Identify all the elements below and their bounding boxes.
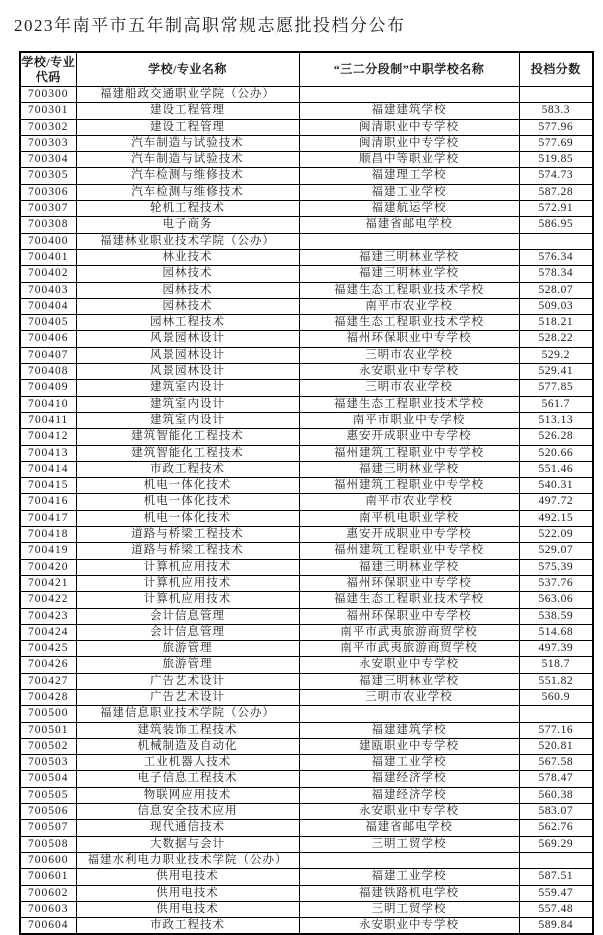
- cell-code: 700424: [20, 624, 76, 640]
- cell-school: 福建经济学校: [299, 787, 519, 803]
- cell-code: 700506: [20, 804, 76, 820]
- cell-code: 700406: [20, 331, 76, 347]
- table-row: [20, 755, 593, 771]
- cell-score: 569.29: [519, 836, 593, 852]
- cell-code: 700405: [20, 315, 76, 331]
- cell-school: 福建航运学校: [299, 201, 519, 217]
- table-row: [20, 804, 593, 820]
- table-row: [20, 412, 593, 428]
- cell-code: 700407: [20, 347, 76, 363]
- cell-name: 旅游管理: [76, 641, 299, 657]
- table-row: [20, 771, 593, 787]
- cell-code: 700400: [20, 233, 76, 249]
- table-row: [20, 592, 593, 608]
- cell-school: 福建三明林业学校: [299, 461, 519, 477]
- table-row: [20, 331, 593, 347]
- cell-score: 577.96: [519, 119, 593, 135]
- cell-school: [299, 706, 519, 722]
- table-row: [20, 852, 593, 868]
- cell-school: 福建生态工程职业技术学校: [299, 592, 519, 608]
- cell-name: 道路与桥梁工程技术: [76, 527, 299, 543]
- table-row: [20, 543, 593, 559]
- table-row: [20, 168, 593, 184]
- cell-score: 583.07: [519, 804, 593, 820]
- header-school: “三二分段制”中职学校名称: [299, 52, 519, 87]
- cell-school: 福建省邮电学校: [299, 820, 519, 836]
- table-row: [20, 347, 593, 363]
- cell-name: 信息安全技术应用: [76, 804, 299, 820]
- cell-score: 509.03: [519, 298, 593, 314]
- cell-code: 700421: [20, 575, 76, 591]
- cell-school: 南平市职业中专学校: [299, 412, 519, 428]
- cell-school: 福建三明林业学校: [299, 266, 519, 282]
- cell-score: 577.69: [519, 135, 593, 151]
- cell-school: 南平市武夷旅游商贸学校: [299, 641, 519, 657]
- cell-code: 700423: [20, 608, 76, 624]
- table-row: [20, 722, 593, 738]
- cell-school: 永安职业中专学校: [299, 364, 519, 380]
- cell-score: 551.82: [519, 673, 593, 689]
- cell-score: 560.38: [519, 787, 593, 803]
- cell-school: 福建铁路机电学校: [299, 885, 519, 901]
- cell-code: 700428: [20, 689, 76, 705]
- table-row: [20, 706, 593, 722]
- cell-name: 园林技术: [76, 298, 299, 314]
- cell-name: 供用电技术: [76, 869, 299, 885]
- table-row: [20, 673, 593, 689]
- cell-score: [519, 233, 593, 249]
- cell-code: 700500: [20, 706, 76, 722]
- cell-name: 福建林业职业技术学院（公办）: [76, 233, 299, 249]
- cell-name: 市政工程技术: [76, 461, 299, 477]
- cell-school: 福建建筑学校: [299, 103, 519, 119]
- table-row: [20, 315, 593, 331]
- cell-code: 700302: [20, 119, 76, 135]
- cell-school: 三明工贸学校: [299, 901, 519, 917]
- cell-name: 汽车制造与试验技术: [76, 135, 299, 151]
- cell-name: 计算机应用技术: [76, 559, 299, 575]
- cell-code: 700307: [20, 201, 76, 217]
- cell-score: 575.39: [519, 559, 593, 575]
- cell-name: 林业技术: [76, 249, 299, 265]
- cell-code: 700505: [20, 787, 76, 803]
- cell-school: 南平市农业学校: [299, 494, 519, 510]
- cell-name: 机电一体化技术: [76, 510, 299, 526]
- header-name: 学校/专业名称: [76, 52, 299, 87]
- cell-score: 520.66: [519, 445, 593, 461]
- cell-name: 建筑智能化工程技术: [76, 429, 299, 445]
- cell-school: 闽清职业中专学校: [299, 135, 519, 151]
- cell-code: 700504: [20, 771, 76, 787]
- cell-school: 永安职业中专学校: [299, 918, 519, 935]
- table-row: [20, 527, 593, 543]
- cell-code: 700503: [20, 755, 76, 771]
- cell-score: [519, 706, 593, 722]
- cell-score: 577.16: [519, 722, 593, 738]
- cell-name: 风景园林设计: [76, 331, 299, 347]
- cell-code: 700412: [20, 429, 76, 445]
- cell-name: 供用电技术: [76, 901, 299, 917]
- cell-school: 福建建筑学校: [299, 722, 519, 738]
- table-row: [20, 461, 593, 477]
- table-row: [20, 575, 593, 591]
- cell-name: 计算机应用技术: [76, 592, 299, 608]
- cell-code: 700427: [20, 673, 76, 689]
- cell-score: 492.15: [519, 510, 593, 526]
- table-row: [20, 494, 593, 510]
- cell-code: 700501: [20, 722, 76, 738]
- cell-score: 578.47: [519, 771, 593, 787]
- cell-score: 522.09: [519, 527, 593, 543]
- cell-school: 惠安开成职业中专学校: [299, 527, 519, 543]
- cell-code: 700402: [20, 266, 76, 282]
- cell-code: 700418: [20, 527, 76, 543]
- cell-score: 561.7: [519, 396, 593, 412]
- cell-score: 560.9: [519, 689, 593, 705]
- cell-school: 建瓯职业中专学校: [299, 738, 519, 754]
- cell-school: 福建经济学校: [299, 771, 519, 787]
- cell-code: 700420: [20, 559, 76, 575]
- cell-name: 建筑室内设计: [76, 412, 299, 428]
- cell-school: 顺昌中等职业学校: [299, 152, 519, 168]
- table-row: [20, 282, 593, 298]
- table-row: [20, 641, 593, 657]
- cell-score: [519, 852, 593, 868]
- cell-score: 559.47: [519, 885, 593, 901]
- cell-school: 福州建筑工程职业中专学校: [299, 478, 519, 494]
- cell-code: 700409: [20, 380, 76, 396]
- cell-code: 700508: [20, 836, 76, 852]
- table-row: [20, 901, 593, 917]
- table-row: [20, 249, 593, 265]
- cell-name: 福建信息职业技术学院（公办）: [76, 706, 299, 722]
- cell-code: 700603: [20, 901, 76, 917]
- cell-school: 福州环保职业中专学校: [299, 331, 519, 347]
- table-row: [20, 217, 593, 233]
- table-header: [20, 52, 593, 87]
- cell-school: 福建省邮电学校: [299, 217, 519, 233]
- cell-score: 538.59: [519, 608, 593, 624]
- cell-school: 福建工业学校: [299, 755, 519, 771]
- table-row: [20, 266, 593, 282]
- cell-code: 700422: [20, 592, 76, 608]
- table-row: [20, 152, 593, 168]
- cell-name: 大数据与会计: [76, 836, 299, 852]
- cell-school: [299, 852, 519, 868]
- cell-name: 建筑室内设计: [76, 396, 299, 412]
- cell-score: [519, 87, 593, 103]
- cell-school: 永安职业中专学校: [299, 804, 519, 820]
- cell-score: 518.7: [519, 657, 593, 673]
- cell-score: 518.21: [519, 315, 593, 331]
- cell-school: 福州建筑工程职业中专学校: [299, 543, 519, 559]
- cell-code: 700410: [20, 396, 76, 412]
- cell-score: 577.85: [519, 380, 593, 396]
- cell-name: 园林技术: [76, 266, 299, 282]
- cell-code: 700426: [20, 657, 76, 673]
- cell-name: 市政工程技术: [76, 918, 299, 935]
- cell-code: 700604: [20, 918, 76, 935]
- cell-code: 700417: [20, 510, 76, 526]
- cell-code: 700403: [20, 282, 76, 298]
- table-row: [20, 787, 593, 803]
- cell-name: 会计信息管理: [76, 608, 299, 624]
- cell-school: 福州建筑工程职业中专学校: [299, 445, 519, 461]
- table-row: [20, 624, 593, 640]
- cell-name: 建筑室内设计: [76, 380, 299, 396]
- cell-name: 福建水利电力职业技术学院（公办）: [76, 852, 299, 868]
- table-row: [20, 478, 593, 494]
- cell-school: 三明市农业学校: [299, 347, 519, 363]
- cell-school: 福建生态工程职业技术学校: [299, 315, 519, 331]
- table-body: [20, 87, 593, 935]
- table-row: [20, 380, 593, 396]
- table-row: [20, 918, 593, 935]
- cell-name: 建筑智能化工程技术: [76, 445, 299, 461]
- header-code-line1: 学校/专业: [21, 54, 76, 69]
- cell-name: 机电一体化技术: [76, 494, 299, 510]
- score-table: [19, 51, 594, 935]
- cell-name: 汽车检测与维修技术: [76, 168, 299, 184]
- cell-code: 700408: [20, 364, 76, 380]
- cell-school: [299, 87, 519, 103]
- table-row: [20, 119, 593, 135]
- table-row: [20, 184, 593, 200]
- table-row: [20, 233, 593, 249]
- cell-code: 700401: [20, 249, 76, 265]
- cell-code: 700308: [20, 217, 76, 233]
- cell-school: 福建三明林业学校: [299, 249, 519, 265]
- cell-name: 供用电技术: [76, 885, 299, 901]
- cell-school: 福建工业学校: [299, 184, 519, 200]
- cell-name: 建设工程管理: [76, 119, 299, 135]
- cell-score: 519.85: [519, 152, 593, 168]
- cell-name: 福建船政交通职业学院（公办）: [76, 87, 299, 103]
- cell-score: 529.2: [519, 347, 593, 363]
- table-row: [20, 510, 593, 526]
- header-score: 投档分数: [519, 52, 593, 87]
- cell-school: 永安职业中专学校: [299, 657, 519, 673]
- table-row: [20, 87, 593, 103]
- cell-school: 福建工业学校: [299, 869, 519, 885]
- cell-school: 福建三明林业学校: [299, 673, 519, 689]
- table-row: [20, 201, 593, 217]
- header-code-line2: 代码: [35, 69, 61, 84]
- table-row: [20, 608, 593, 624]
- cell-score: 537.76: [519, 575, 593, 591]
- table-row: [20, 885, 593, 901]
- cell-name: 道路与桥梁工程技术: [76, 543, 299, 559]
- table-row: [20, 559, 593, 575]
- cell-score: 562.76: [519, 820, 593, 836]
- cell-name: 旅游管理: [76, 657, 299, 673]
- cell-name: 轮机工程技术: [76, 201, 299, 217]
- cell-score: 513.13: [519, 412, 593, 428]
- cell-score: 567.58: [519, 755, 593, 771]
- cell-code: 700404: [20, 298, 76, 314]
- table-row: [20, 689, 593, 705]
- table-row: [20, 429, 593, 445]
- cell-name: 机械制造及自动化: [76, 738, 299, 754]
- table-row: [20, 820, 593, 836]
- cell-name: 汽车检测与维修技术: [76, 184, 299, 200]
- cell-name: 工业机器人技术: [76, 755, 299, 771]
- cell-name: 广告艺术设计: [76, 673, 299, 689]
- cell-score: 589.84: [519, 918, 593, 935]
- cell-name: 计算机应用技术: [76, 575, 299, 591]
- cell-name: 园林工程技术: [76, 315, 299, 331]
- cell-name: 广告艺术设计: [76, 689, 299, 705]
- cell-name: 机电一体化技术: [76, 478, 299, 494]
- cell-score: 528.22: [519, 331, 593, 347]
- cell-score: 540.31: [519, 478, 593, 494]
- cell-score: 578.34: [519, 266, 593, 282]
- cell-school: 福建生态工程职业技术学校: [299, 282, 519, 298]
- cell-code: 700306: [20, 184, 76, 200]
- cell-score: 526.28: [519, 429, 593, 445]
- cell-score: 572.91: [519, 201, 593, 217]
- cell-code: 700413: [20, 445, 76, 461]
- cell-school: 三明市农业学校: [299, 689, 519, 705]
- cell-code: 700415: [20, 478, 76, 494]
- cell-score: 587.51: [519, 869, 593, 885]
- cell-score: 528.07: [519, 282, 593, 298]
- table-row: [20, 445, 593, 461]
- cell-name: 汽车制造与试验技术: [76, 152, 299, 168]
- cell-name: 电子信息工程技术: [76, 771, 299, 787]
- cell-code: 700419: [20, 543, 76, 559]
- cell-name: 建设工程管理: [76, 103, 299, 119]
- table-row: [20, 135, 593, 151]
- cell-school: 福州环保职业中专学校: [299, 608, 519, 624]
- table-row: [20, 738, 593, 754]
- table-row: [20, 396, 593, 412]
- cell-code: 700602: [20, 885, 76, 901]
- cell-name: 会计信息管理: [76, 624, 299, 640]
- cell-score: 563.06: [519, 592, 593, 608]
- cell-score: 514.68: [519, 624, 593, 640]
- cell-name: 风景园林设计: [76, 347, 299, 363]
- cell-code: 700507: [20, 820, 76, 836]
- cell-code: 700414: [20, 461, 76, 477]
- table-row: [20, 298, 593, 314]
- cell-school: [299, 233, 519, 249]
- cell-code: 700300: [20, 87, 76, 103]
- cell-score: 586.95: [519, 217, 593, 233]
- cell-code: 700425: [20, 641, 76, 657]
- cell-code: 700601: [20, 869, 76, 885]
- table-row: [20, 836, 593, 852]
- table-row: [20, 103, 593, 119]
- cell-name: 风景园林设计: [76, 364, 299, 380]
- cell-code: 700304: [20, 152, 76, 168]
- cell-score: 576.34: [519, 249, 593, 265]
- cell-code: 700502: [20, 738, 76, 754]
- cell-name: 园林技术: [76, 282, 299, 298]
- cell-score: 583.3: [519, 103, 593, 119]
- table-row: [20, 869, 593, 885]
- cell-score: 497.39: [519, 641, 593, 657]
- header-row: [20, 52, 593, 87]
- page-title: 2023年南平市五年制高职常规志愿批投档分公布: [14, 16, 406, 35]
- cell-name: 现代通信技术: [76, 820, 299, 836]
- cell-score: 520.81: [519, 738, 593, 754]
- cell-school: 福州环保职业中专学校: [299, 575, 519, 591]
- cell-school: 南平市农业学校: [299, 298, 519, 314]
- cell-score: 529.07: [519, 543, 593, 559]
- cell-school: 三明市农业学校: [299, 380, 519, 396]
- cell-school: 南平市武夷旅游商贸学校: [299, 624, 519, 640]
- cell-school: 福建理工学校: [299, 168, 519, 184]
- cell-code: 700303: [20, 135, 76, 151]
- cell-school: 三明工贸学校: [299, 836, 519, 852]
- cell-school: 闽清职业中专学校: [299, 119, 519, 135]
- cell-score: 529.41: [519, 364, 593, 380]
- cell-name: 电子商务: [76, 217, 299, 233]
- cell-score: 587.28: [519, 184, 593, 200]
- document-page: [0, 11, 603, 935]
- cell-school: 南平机电职业学校: [299, 510, 519, 526]
- table-row: [20, 364, 593, 380]
- cell-score: 574.73: [519, 168, 593, 184]
- cell-school: 福建生态工程职业技术学校: [299, 396, 519, 412]
- cell-code: 700305: [20, 168, 76, 184]
- header-code: [20, 52, 76, 87]
- cell-code: 700411: [20, 412, 76, 428]
- cell-code: 700301: [20, 103, 76, 119]
- cell-score: 497.72: [519, 494, 593, 510]
- cell-score: 551.46: [519, 461, 593, 477]
- cell-name: 物联网应用技术: [76, 787, 299, 803]
- cell-code: 700600: [20, 852, 76, 868]
- cell-school: 惠安开成职业中专学校: [299, 429, 519, 445]
- cell-score: 557.48: [519, 901, 593, 917]
- table-row: [20, 657, 593, 673]
- cell-school: 福建三明林业学校: [299, 559, 519, 575]
- cell-code: 700416: [20, 494, 76, 510]
- cell-name: 建筑装饰工程技术: [76, 722, 299, 738]
